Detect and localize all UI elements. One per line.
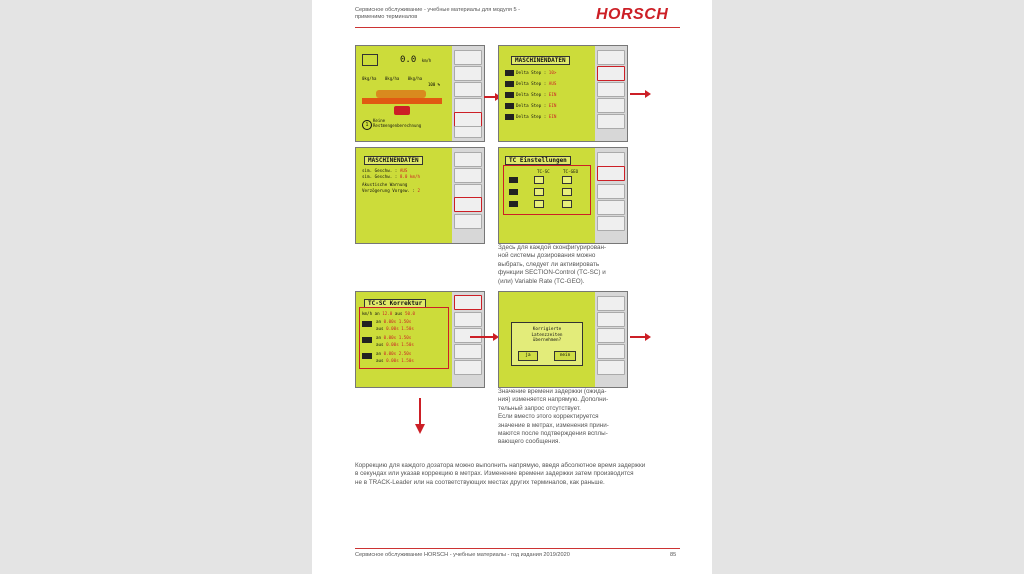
row-value: AUS [548, 81, 557, 86]
down-arrow-head [415, 424, 425, 434]
softkey-next[interactable] [454, 197, 482, 212]
rate-3: 0kg/ha [407, 76, 423, 81]
row-key: aus [376, 358, 384, 363]
screen-title: MASCHINENDATEN [511, 56, 570, 65]
row-value-2[interactable]: 1.50s [401, 342, 414, 347]
rate-1: 0kg/ha [362, 76, 377, 81]
row-label: Delta Step [516, 70, 542, 75]
meter-icon [362, 353, 372, 359]
gauge-icon [362, 54, 378, 66]
meter-icon [509, 189, 518, 195]
meter-icon [505, 114, 514, 120]
softkey-2[interactable] [454, 66, 482, 81]
row-value: EIN [548, 114, 557, 119]
row-value-2[interactable]: 1.50s [398, 335, 412, 340]
row-value: 2 [417, 188, 421, 193]
row-value-1[interactable]: 0.00s [383, 319, 397, 324]
row-label: Delta Step [516, 92, 542, 97]
softkey-3[interactable] [454, 82, 482, 97]
row-value-2[interactable]: 1.50s [398, 319, 412, 324]
meter-icon [509, 177, 518, 183]
yes-button[interactable]: ja [518, 351, 538, 361]
softkey-confirm[interactable] [454, 295, 482, 310]
meter-icon [505, 103, 514, 109]
body-line: в секундах или указав коррекцию в метрах. Изменение времени задержки затем производится [355, 470, 634, 478]
softkey-column [452, 292, 484, 387]
softkey-back[interactable] [597, 166, 625, 181]
head-aus-value: 50.0 [404, 311, 416, 316]
meter-icon [362, 321, 372, 327]
row-value: EIN [548, 103, 557, 108]
rate-2: 0kg/ha [384, 76, 400, 81]
row-value: 8.0 km/h [399, 174, 421, 179]
softkey-6[interactable] [454, 126, 482, 138]
document-page [312, 0, 712, 574]
no-calc-line1: Keine [373, 118, 386, 123]
softkey-1[interactable] [597, 152, 625, 167]
row-label: Akustische Warnung [362, 182, 408, 187]
softkey-column [452, 46, 484, 141]
caption-tc-settings [498, 244, 606, 286]
caption-latency [498, 388, 609, 447]
row-value-1[interactable]: 0.00s [383, 335, 397, 340]
page-header [355, 7, 555, 21]
meter-icon [505, 92, 514, 98]
row-label: Delta Step [516, 81, 542, 86]
footer-rule [355, 548, 680, 549]
softkey-1[interactable] [454, 152, 482, 167]
row-key: an [376, 351, 382, 356]
lcd-display [356, 292, 452, 387]
tc-geo-checkbox[interactable] [562, 188, 572, 196]
caption-line: Если вместо этого корректируется [498, 413, 599, 421]
row-label: sim. Geschw. [362, 168, 393, 173]
body-line: не в TRACK-Leader или на соответствующих местах других терминалов, как раньше. [355, 478, 605, 486]
seeder-icon [376, 90, 426, 98]
tc-sc-checkbox[interactable] [534, 176, 544, 184]
head-aus: aus [394, 311, 403, 316]
softkey-4[interactable] [597, 98, 625, 113]
screen-title: TC-SC Korrektur [364, 299, 426, 308]
caption-line: Здесь для каждой сконфигурирован- [498, 244, 607, 251]
col-header-tc-sc: TC-SC [537, 169, 550, 174]
caption-line: выбрать, следует ли активировать [498, 260, 600, 268]
row-value: EIN [548, 92, 557, 97]
header-rule [355, 27, 680, 28]
horsch-logo: HORSCH [596, 6, 669, 23]
softkey-5[interactable] [597, 360, 625, 375]
meter-icon [362, 337, 372, 343]
down-arrow [419, 398, 421, 426]
body-line: Коррекцию для каждого дозатора можно выполнить напрямую, введя абсолютное время задержки [355, 462, 646, 469]
row-key: aus [376, 326, 384, 331]
no-button[interactable]: nein [554, 351, 576, 361]
tc-geo-checkbox[interactable] [562, 200, 572, 208]
terminal-screen-confirm-dialog [498, 291, 628, 388]
caption-line: маются после подтверждения всплы- [498, 430, 608, 438]
lcd-display [499, 292, 595, 387]
row-value: AUS [399, 168, 408, 173]
percent-value: 100 % [428, 82, 441, 87]
softkey-3[interactable] [597, 184, 625, 199]
confirm-dialog [511, 322, 583, 366]
softkey-5[interactable] [454, 360, 482, 375]
footer-text: Сервисное обслуживание HORSCH - учебные материалы - год издания 2019/2020 [355, 552, 570, 558]
row-value-2[interactable]: 1.50s [401, 358, 414, 363]
row-value-1[interactable]: 0.00s [386, 342, 399, 347]
row-key: aus [376, 342, 384, 347]
lcd-display: MASCHINENDATEN sim. Geschw. : AUS sim. Geschw. : 8.0 km/h Akustische Warnung Verzögerung Vorgew. : 2 [356, 148, 452, 243]
row-key: an [376, 319, 382, 324]
terminal-screen-main [355, 45, 485, 142]
implement-bar [362, 98, 442, 104]
info-badge: 1 [362, 120, 372, 130]
softkey-2[interactable] [597, 312, 625, 327]
col-header-tc-geo: TC-GEO [563, 169, 579, 174]
softkey-column [452, 148, 484, 243]
softkey-5[interactable] [597, 216, 625, 231]
softkey-4[interactable] [597, 200, 625, 215]
terminal-screen-tc-settings [498, 147, 628, 244]
softkey-column [595, 148, 627, 243]
row-value: 10> [548, 70, 557, 75]
screen-title: TC Einstellungen [505, 156, 571, 165]
tc-geo-checkbox[interactable] [562, 176, 572, 184]
meter-icon [505, 81, 514, 87]
row-value-2[interactable]: 1.50s [401, 326, 414, 331]
flow-arrow-3 [470, 336, 494, 338]
softkey-3[interactable] [597, 82, 625, 97]
head-an: an [374, 311, 380, 316]
dialog-line2: Latenzzeiten [531, 332, 563, 338]
body-paragraph [355, 462, 680, 487]
caption-line: ния) изменяется напрямую. Дополни- [498, 396, 609, 404]
header-title-line2: применимо терминалов [355, 14, 418, 20]
softkey-1[interactable] [454, 50, 482, 65]
speed-value: 0.0 [400, 55, 417, 65]
terminal-screen-tc-sc-correction [355, 291, 485, 388]
caption-line: функции SECTION-Control (TC-SC) и [498, 269, 606, 277]
tc-sc-checkbox[interactable] [534, 200, 544, 208]
lcd-display [356, 46, 452, 141]
row-label: sim. Geschw. [362, 174, 393, 179]
softkey-5[interactable] [597, 114, 625, 129]
screen-title: MASCHINENDATEN [364, 156, 423, 165]
header-title-line1: Сервисное обслуживание - учебные материалы для модуля 5 - [355, 7, 520, 13]
tc-sc-checkbox[interactable] [534, 188, 544, 196]
row-value-1[interactable]: 0.00s [386, 358, 399, 363]
lcd-display: MASCHINENDATEN Delta Step : 10> Delta Step : AUS Delta Step : EIN Delta Step : EIN Delta Step : EIN [499, 46, 595, 141]
terminal-screen-machine-data [498, 45, 628, 142]
row-value-2[interactable]: 2.50s [398, 351, 412, 356]
dialog-line3: übernehmen? [532, 338, 562, 343]
row-key: an [376, 335, 382, 340]
softkey-tc[interactable] [597, 66, 625, 81]
row-label: Verzögerung Vorgew. [362, 188, 410, 193]
no-calc-line2: Restmengenberechnung [373, 123, 422, 128]
flow-arrow-2 [630, 93, 646, 95]
page-number: 85 [670, 552, 677, 558]
softkey-1[interactable] [597, 50, 625, 65]
caption-line: ной системы дозирования можно [498, 252, 596, 260]
softkey-1[interactable] [597, 296, 625, 311]
softkey-5[interactable] [454, 214, 482, 229]
head-an-value: 12.0 [382, 311, 393, 316]
softkey-column [595, 292, 627, 387]
caption-line: вающего сообщения. [498, 438, 561, 446]
caption-line: тельный запрос отсутствует. [498, 404, 581, 412]
caption-line: Значение времени задержки (ожида- [498, 388, 607, 395]
meter-icon [505, 70, 514, 76]
lcd-display [499, 148, 595, 243]
flow-arrow-1 [484, 96, 496, 98]
row-value-1[interactable]: 0.00s [386, 326, 399, 331]
softkey-4[interactable] [454, 98, 482, 113]
row-label: Delta Step [516, 103, 542, 108]
softkey-settings[interactable] [454, 112, 482, 127]
caption-line: (или) Variable Rate (TC-GEO). [498, 277, 585, 285]
flow-arrow-4 [630, 336, 646, 338]
meter-icon [509, 201, 518, 207]
softkey-4[interactable] [454, 344, 482, 359]
terminal-screen-machine-data-2 [355, 147, 485, 244]
softkey-3[interactable] [597, 328, 625, 343]
caption-line: значение в метрах, изменения прини- [498, 421, 609, 429]
dialog-line1: Korrigierte [532, 327, 562, 332]
row-value-1[interactable]: 0.00s [383, 351, 397, 356]
softkey-column [595, 46, 627, 141]
head-label: km/h [362, 311, 373, 316]
softkey-2[interactable] [454, 312, 482, 327]
softkey-4[interactable] [597, 344, 625, 359]
softkey-2[interactable] [454, 168, 482, 183]
row-label: Delta Step [516, 114, 542, 119]
tank-icon [394, 106, 410, 115]
speed-unit: km/h [421, 58, 432, 63]
